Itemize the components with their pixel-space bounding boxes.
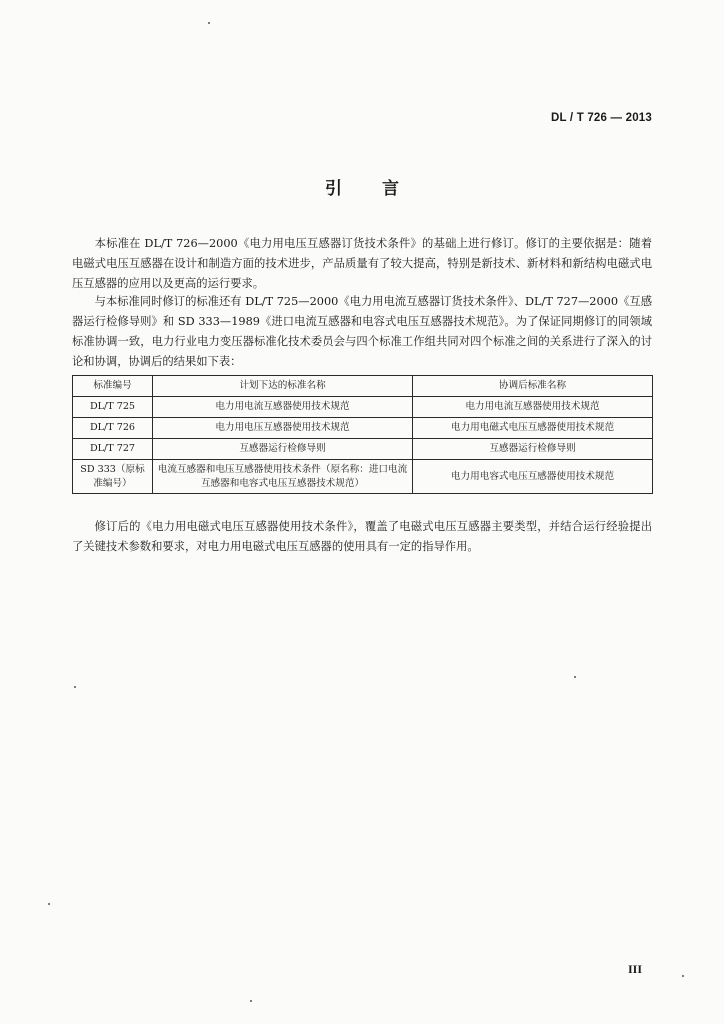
cell-planned-name: 电力用电压互感器使用技术规范 [153,418,413,439]
page-title: 引言 [325,179,439,199]
cell-planned-name: 电力用电流互感器使用技术规范 [153,397,413,418]
document-code: DL / T 726 — 2013 [551,112,652,124]
cell-coordinated-name: 电力用电容式电压互感器使用技术规范 [413,460,653,494]
table-row [73,460,653,494]
intro-paragraph-1: 本标准在 DL/T 726—2000《电力用电压互感器订货技术条件》的基础上进行修订。修订的主要依据是：随着电磁式电压互感器在设计和制造方面的技术进步，产品质量有了较大提高，特别是新技术、新材料和新结构电磁式电压互感器的应用以及更高的运行要求。 [72,237,652,290]
scan-speck [574,676,576,678]
cell-standard-number: DL/T 726 [73,418,153,439]
scan-speck [682,975,684,977]
header-planned-name: 计划下达的标准名称 [153,376,413,397]
table-header-row [73,376,653,397]
table-row [73,397,653,418]
intro-paragraph-3: 修订后的《电力用电磁式电压互感器使用技术条件》，覆盖了电磁式电压互感器主要类型，并结合运行经验提出了关键技术参数和要求，对电力用电磁式电压互感器的使用具有一定的指导作用。 [72,520,652,553]
cell-standard-number: DL/T 725 [73,397,153,418]
table-row [73,418,653,439]
table-row [73,439,653,460]
scan-speck [208,22,210,24]
cell-coordinated-name: 电力用电流互感器使用技术规范 [413,397,653,418]
cell-standard-number: DL/T 727 [73,439,153,460]
scan-speck [74,686,76,688]
cell-coordinated-name: 电力用电磁式电压互感器使用技术规范 [413,418,653,439]
cell-planned-name: 互感器运行检修导则 [153,439,413,460]
scan-speck [250,1000,252,1002]
scan-speck [48,903,50,905]
cell-standard-number: SD 333（原标准编号） [73,460,153,494]
page-number: III [628,962,643,976]
standards-table [72,375,653,494]
cell-coordinated-name: 互感器运行检修导则 [413,439,653,460]
cell-planned-name: 电流互感器和电压互感器使用技术条件（原名称：进口电流互感器和电容式电压互感器技术规范） [153,460,413,494]
intro-paragraph-2: 与本标准同时修订的标准还有 DL/T 725—2000《电力用电流互感器订货技术条件》、DL/T 727—2000《互感器运行检修导则》和 SD 333—1989《进口电流互感器和电容式电压互感器技术规范》。为了保证同期修订的同领域标准协调一致，电力行业电力变压器标准化技术委员会与四个标准工作组共同对四个标准之间的关系进行了深入的讨论和协调，协调后的结果如下表： [72,295,652,368]
header-standard-number: 标准编号 [73,376,153,397]
header-coordinated-name: 协调后标准名称 [413,376,653,397]
